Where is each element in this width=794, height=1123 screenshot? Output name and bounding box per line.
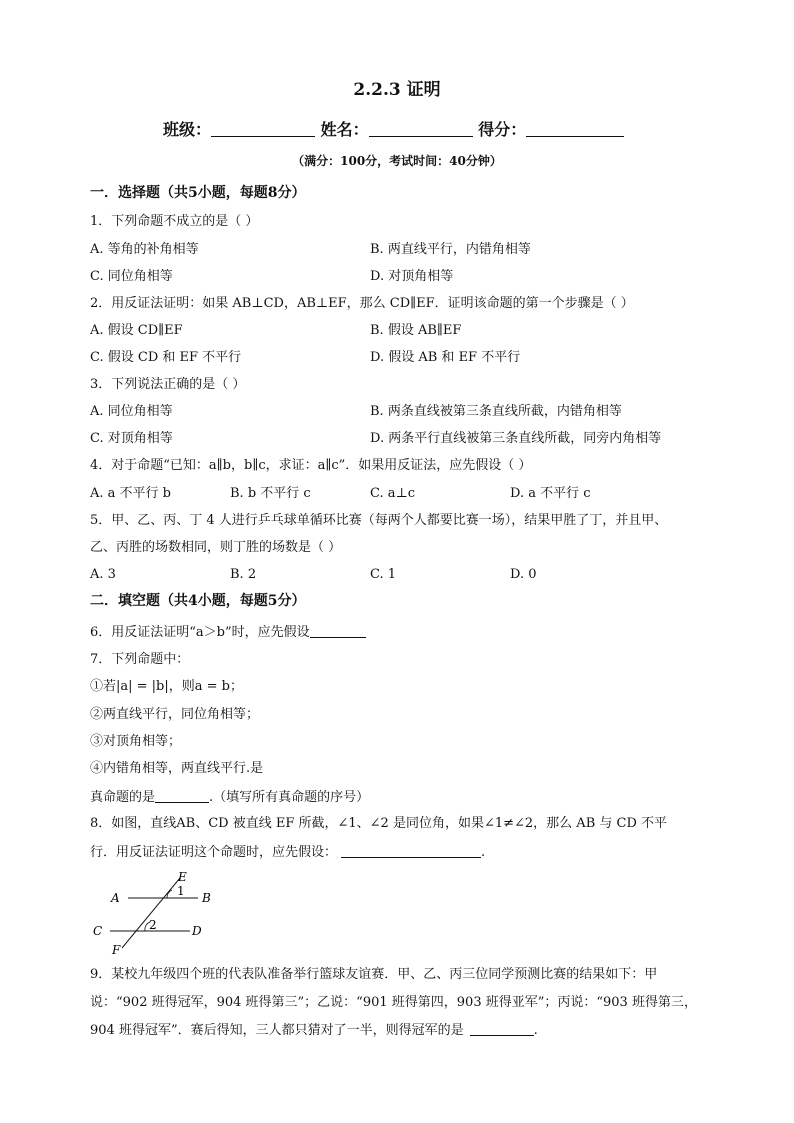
q1-option-b[interactable]: B. 两直线平行，内错角相等 xyxy=(370,242,531,257)
q4-option-a[interactable]: A. a 不平行 b xyxy=(90,486,171,501)
q8-stem-text: 行．用反证法证明这个命题时，应先假设： xyxy=(90,845,338,860)
name-label: 姓名： xyxy=(320,120,369,139)
q3-option-a[interactable]: A. 同位角相等 xyxy=(90,404,173,419)
line-ef xyxy=(122,878,180,948)
q1-option-c[interactable]: C. 同位角相等 xyxy=(90,269,173,284)
class-label: 班级： xyxy=(163,120,212,139)
student-info-row xyxy=(163,119,624,141)
q9-stem-line2: 说：“902 班得冠军，904 班得第三”；乙说：“901 班得第四，903 班得亚军”；丙说：“903 班得第三， xyxy=(90,995,697,1010)
q3-option-b[interactable]: B. 两条直线被第三条直线所截，内错角相等 xyxy=(370,404,622,419)
q2-option-a[interactable]: A. 假设 CD∥EF xyxy=(90,323,183,338)
q5-option-c[interactable]: C. 1 xyxy=(370,567,397,582)
q7-item-3: ③对顶角相等； xyxy=(90,734,182,749)
label-c: C xyxy=(93,924,103,938)
q6-answer-blank[interactable] xyxy=(310,623,366,638)
q5-option-a[interactable]: A. 3 xyxy=(90,567,116,582)
q2-option-c[interactable]: C. 假设 CD 和 EF 不平行 xyxy=(90,350,242,365)
q4-option-c[interactable]: C. a⊥c xyxy=(370,486,416,501)
q5-option-b[interactable]: B. 2 xyxy=(230,567,257,582)
label-b: B xyxy=(202,891,211,905)
q6-line xyxy=(90,623,366,642)
q7-item-2: ②两直线平行，同位角相等； xyxy=(90,707,260,722)
q9-stem-text: 904 班得冠军”．赛后得知，三人都只猜对了一半，则得冠军的是 xyxy=(90,1023,464,1038)
q7-stem: 7．下列命题中： xyxy=(90,652,190,667)
q4-option-d[interactable]: D. a 不平行 c xyxy=(510,486,591,501)
q5-stem-line2: 乙、丙胜的场数相同，则丁胜的场数是（ ） xyxy=(90,540,342,555)
q2-stem: 2．用反证法证明：如果 AB⊥CD，AB⊥EF，那么 CD∥EF．证明该命题的第一个步骤是（ ） xyxy=(90,296,634,311)
q9-answer-blank[interactable] xyxy=(470,1021,534,1036)
label-d: D xyxy=(192,924,202,938)
score-label: 得分： xyxy=(478,120,527,139)
label-angle-2: 2 xyxy=(149,918,157,932)
q9-stem-line1: 9．某校九年级四个班的代表队准备举行篮球友谊赛．甲、乙、丙三位同学预测比赛的结果如下：甲 xyxy=(90,967,658,982)
label-angle-1: 1 xyxy=(177,884,185,898)
q8-stem-line2 xyxy=(90,843,485,862)
angle-1-arc xyxy=(167,890,172,898)
q7-answer-blank[interactable] xyxy=(155,788,209,803)
q5-stem-line1: 5．甲、乙、丙、丁 4 人进行乒乓球单循环比赛（每两个人都要比赛一场），结果甲胜了丁，并且甲、 xyxy=(90,513,668,528)
section2-title: 二．填空题（共4小题，每题5分） xyxy=(90,593,306,609)
exam-meta: （满分：100分，考试时间：40分钟） xyxy=(292,154,502,168)
q8-figure xyxy=(90,868,220,958)
class-blank[interactable] xyxy=(211,119,315,137)
label-a: A xyxy=(111,891,120,905)
q3-stem: 3．下列说法正确的是（ ） xyxy=(90,377,246,392)
q8-stem-end: . xyxy=(481,845,486,860)
q8-stem-line1: 8．如图，直线AB、CD 被直线 EF 所截，∠1、∠2 是同位角，如果∠1≠∠2，那么 AB 与 CD 不平 xyxy=(90,816,668,831)
q6-stem: 6．用反证法证明“a＞b”时，应先假设 xyxy=(90,625,310,640)
q4-option-b[interactable]: B. b 不平行 c xyxy=(230,486,311,501)
page-title: 2.2.3 证明 xyxy=(353,80,441,100)
q7-answer-line xyxy=(90,788,369,807)
label-e: E xyxy=(178,870,187,884)
q8-answer-blank[interactable] xyxy=(341,843,481,858)
q9-stem-end: . xyxy=(533,1023,538,1038)
q4-stem: 4．对于命题“已知：a∥b，b∥c，求证：a∥c”．如果用反证法，应先假设（ ） xyxy=(90,458,532,473)
q1-option-a[interactable]: A. 等角的补角相等 xyxy=(90,242,199,257)
q2-option-d[interactable]: D. 假设 AB 和 EF 不平行 xyxy=(370,350,521,365)
q7-item-4: ④内错角相等，两直线平行.是 xyxy=(90,761,264,776)
q1-stem: 1．下列命题不成立的是（ ） xyxy=(90,214,259,229)
q3-option-d[interactable]: D. 两条平行直线被第三条直线所截，同旁内角相等 xyxy=(370,431,662,446)
q9-stem-line3 xyxy=(90,1021,538,1040)
label-f: F xyxy=(112,943,121,957)
q3-option-c[interactable]: C. 对顶角相等 xyxy=(90,431,173,446)
q7-item-1: ①若|a| = |b|，则a = b； xyxy=(90,679,243,694)
q5-option-d[interactable]: D. 0 xyxy=(510,567,537,582)
q7-answer-suffix: .（填写所有真命题的序号） xyxy=(209,790,370,805)
q1-option-d[interactable]: D. 对顶角相等 xyxy=(370,269,454,284)
score-blank[interactable] xyxy=(526,119,624,137)
name-blank[interactable] xyxy=(369,119,473,137)
q7-answer-prefix: 真命题的是 xyxy=(90,790,156,805)
section1-title: 一．选择题（共5小题，每题8分） xyxy=(90,185,306,201)
q2-option-b[interactable]: B. 假设 AB∥EF xyxy=(370,323,462,338)
